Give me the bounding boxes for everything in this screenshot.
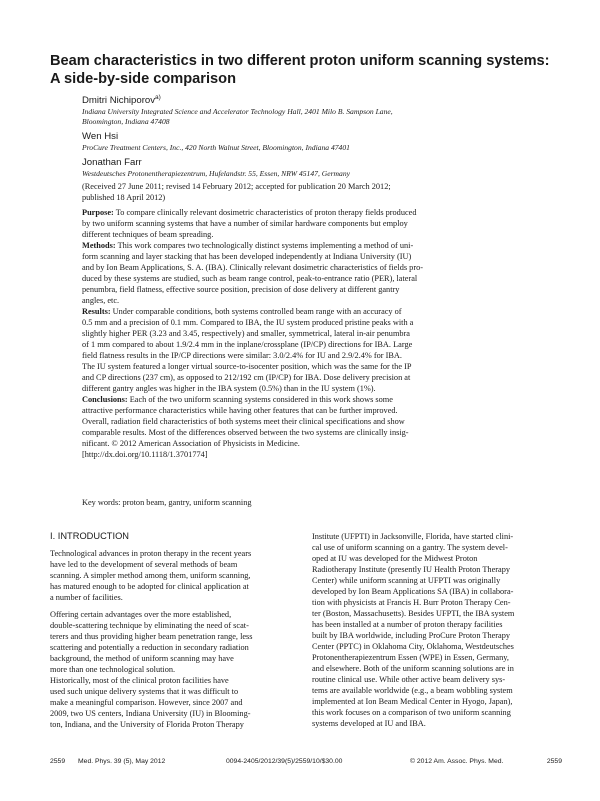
body-line: has been installed at a number of proton therapy facilities [312,620,503,629]
body-line: a number of facilities. [50,593,123,602]
body-line: tion with physicists at Francis H. Burr Proton Therapy Cen- [312,598,511,607]
abstract-line: Overall, radiation field characteristics of both systems meet their clinical specifications and show [82,417,405,426]
purpose-label: Purpose: [82,208,114,217]
abstract-purpose: Purpose: To compare clinically relevant dosimetric characteristics of proton therapy fields produced [82,208,417,217]
body-line: scattering and potentially a reduction in secondary radiation [50,643,249,652]
page-number-right: 2559 [546,758,562,765]
results-label: Results: [82,307,111,316]
body-line: 2009, two US centers, Indiana University (IU) in Blooming- [50,709,251,718]
abstract-line: by two uniform scanning systems that have a number of similar hardware components but employ [82,219,408,228]
body-line: systems developed at IU and IBA. [312,719,426,728]
abstract-line: attractive performance characteristics while having other features that can be further improved. [82,406,398,415]
received-dates: published 18 April 2012) [82,193,166,202]
title-line-2: A side-by-side comparison [50,71,236,87]
body-line: have led to the development of several methods of beam [50,560,238,569]
methods-label: Methods: [82,241,116,250]
body-line: Protonentherapiezentrum Essen (WPE) in Essen, Germany, [312,653,509,662]
body-line: more than one technological solution. [50,665,176,674]
conclusions-label: Conclusions: [82,395,128,404]
body-line: Center (PPTC) in Oklahoma City, Oklahoma, Westdeutsches [312,642,514,651]
abstract-line: of 1 mm compared to about 1.9/2.4 mm in the inplane/crossplane (IP/CP) directions for IBA. Large [82,340,413,349]
body-line: background, the method of uniform scanning may have [50,654,234,663]
author-2 [82,131,562,153]
body-line: and elsewhere. Both of the uniform scanning solutions are in [312,664,514,673]
abstract-line: The IU system featured a longer virtual source-to-isocenter position, which was the same for the IP [82,362,412,371]
body-line: implemented at Ion Beam Medical Center in Hyogo, Japan), [312,697,513,706]
body-line: this work focuses on a comparison of two uniform scanning [312,708,511,717]
body-line: scanning. A simpler method among them, uniform scanning, [50,571,251,580]
body-line: make a meaningful comparison. However, since 2007 and [50,698,243,707]
body-line: Technological advances in proton therapy in the recent years [50,549,252,558]
body-line: routine clinical use. While other active beam delivery sys- [312,675,506,684]
abstract-line: and CP directions (237 cm), as opposed to 212/192 cm (IP/CP) for IBA. Dose delivery precision at [82,373,411,382]
author-affiliation: Westdeutsches Protonentherapiezentrum, Hufelandstr. 55, Essen, NRW 45147, Germany [82,169,351,179]
body-line: tems are available worldwide (e.g., a beam wobbling system [312,686,513,695]
author-affiliation: Bloomington, Indiana 47408 [82,117,170,127]
body-line: has matured enough to be adopted for clinical application at [50,582,249,591]
right-column [312,531,567,729]
author-name: Dmitri Nichiporov$^{a)}$ [82,94,161,107]
body-line: built by IBA worldwide, including ProCure Proton Therapy [312,631,511,640]
abstract-line: comparable results. Most of the differences observed between the two systems are clinically insig- [82,428,409,437]
abstract-line: form scanning and layer stacking that has been developed independently at Indiana University (IU) [82,252,412,261]
body-line: oped at IU was developed for the Midwest Proton [312,554,478,563]
abstract-results: Results: Under comparable conditions, both systems controlled beam range with an accuracy of [82,307,402,316]
received-dates: (Received 27 June 2011; revised 14 February 2012; accepted for publication 20 March 2012; [82,182,391,191]
body-line: ter (Boston, Massachusetts). Besides UFPTI, the IBA system [312,609,515,618]
paper-title [50,52,560,88]
keywords: Key words: proton beam, gantry, uniform scanning [82,498,252,507]
body-line: used such unique delivery systems that it was difficult to [50,687,239,696]
page-number-left: 2559 [50,758,66,765]
abstract-line: slightly higher PER (3.23 and 3.45, respectively) and smaller, symmetrical, lateral in-air penumbra [82,329,410,338]
abstract-line: nificant. © 2012 American Association of Physicists in Medicine. [82,439,300,448]
left-column [50,548,305,730]
abstract [82,181,564,460]
author-name: Jonathan Farr [82,157,142,169]
article-code: 0094-2405/2012/39(5)/2559/10/$30.00 [226,758,343,765]
author-3 [82,157,562,179]
title-line-1: Beam characteristics in two different proton uniform scanning systems: [50,53,550,69]
abstract-line: 0.5 mm and a precision of 0.1 mm. Compared to IBA, the IU system produced pristine peaks with a [82,318,414,327]
abstract-conclusions: Conclusions: Each of the two uniform scanning systems considered in this work shows some [82,395,393,404]
author-list [82,92,562,183]
body-line: Radiotherapy Institute (presently IU Health Proton Therapy [312,565,510,574]
body-line: Center) while uniform scanning at UFPTI was originally [312,576,501,585]
body-line: terers and thus providing higher beam penetration range, less [50,632,253,641]
abstract-line: duced by these systems are studied, such as beam range control, peak-to-entrance ratio (PER), lateral [82,274,418,283]
section-heading-introduction: I. INTRODUCTION [50,531,130,541]
journal-citation: Med. Phys. 39 (5), May 2012 [78,758,166,765]
body-line: ton, Indiana, and the University of Florida Proton Therapy [50,720,244,729]
body-line: cal use of uniform scanning on a gantry. The system devel- [312,543,508,552]
author-affiliation: Indiana University Integrated Science and Accelerator Technology Hall, 2401 Milo B. Sampson Lane, [82,107,393,117]
abstract-line: different techniques of beam spreading. [82,230,214,239]
abstract-line: angles, etc. [82,296,120,305]
doi-link[interactable]: [http://dx.doi.org/10.1118/1.3701774] [82,450,208,459]
author-name: Wen Hsi [82,131,119,143]
author-1 [82,92,562,127]
abstract-line: penumbra, field flatness, effective source position, precision of dose delivery at different gantry [82,285,400,294]
body-line: double-scattering technique by eliminating the need of scat- [50,621,249,630]
author-footnote-link[interactable]: a) [155,94,161,101]
body-line: Institute (UFPTI) in Jacksonville, Florida, have started clini- [312,532,514,541]
abstract-line: different gantry angles was higher in the IBA system (0.5%) than in the IU system (1%). [82,384,376,393]
abstract-methods: Methods: This work compares two technologically distinct systems implementing a method of uni- [82,241,414,250]
body-line: Historically, most of the clinical proton facilities have [50,676,229,685]
copyright-notice: © 2012 Am. Assoc. Phys. Med. [410,758,504,765]
body-line: Offering certain advantages over the more established, [50,610,232,619]
author-affiliation: ProCure Treatment Centers, Inc., 420 North Walnut Street, Bloomington, Indiana 47401 [82,143,350,153]
abstract-line: field flatness results in the IP/CP directions were similar: 3.0/2.4% for IU and 2.9/2.4% for IBA. [82,351,402,360]
body-line: developed by Ion Beam Applications SA (IBA) in collabora- [312,587,514,596]
abstract-line: and by Ion Beam Applications, S. A. (IBA). Clinically relevant dosimetric characteristics of fields pro- [82,263,424,272]
